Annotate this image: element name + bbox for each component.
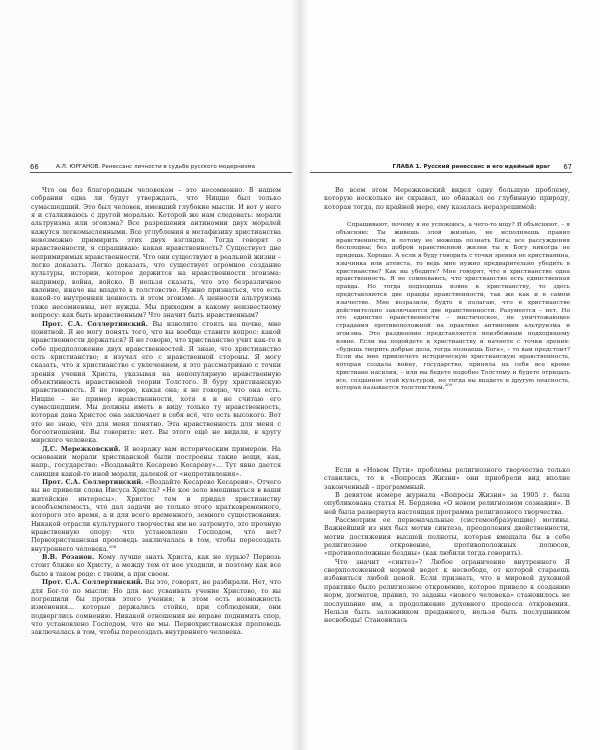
- intro-paragraph: Во всем этом Мережковский видел одну большую проблему, которую несколько не скрывал, но обнажал ее глубинную природу, которая тогда, по крайней мере, ему казалась неразрешимой:: [324, 186, 570, 211]
- left-header-rule: [30, 172, 292, 173]
- book-gutter-shadow: [292, 0, 308, 750]
- left-running-title: А.Л. ЮРГАНОВ. Ренессанс личности в судьбе русского модернизма: [56, 164, 256, 170]
- body-paragraph: Если в «Новом Пути» проблемы религиозного творчества только ставились, то в «Вопросах Жизни» они приобрели вид вполне законченный – программный.: [324, 466, 570, 491]
- body-paragraph: Что значит «синтез»? Любое ограничение внутреннего Я сверхположенной нормой ведет к несвободе, от которой стараешь избавиться любой ценой. Если признать, что в мировой духовной практике было религиозное откровение, которое привело к созданию норм, догматов, правил, то заданы «нового человека» становилось не послушание им, а продолжение духовного процесса откровения. Нельзя быть заложником преданного, нельзя быть послушником несвободы! Становилась: [324, 557, 570, 625]
- right-page: [300, 0, 600, 750]
- right-running-head: [310, 162, 572, 172]
- body-paragraph: [31, 320, 281, 445]
- speaker-name: Прот. С.А. Соллертинский.: [42, 319, 148, 328]
- footnote-marker: 209: [444, 382, 453, 388]
- right-body-text: [324, 466, 570, 625]
- speaker-name: Прот. С.А. Соллертинский.: [42, 578, 143, 587]
- paragraph-text: Кому лучше знать Христа, как не лурью? Первозь стоит ближе ко Христу, а между тем от нее уходили, и поэтому как все было в таком роде: с твоим, а при своем.: [31, 553, 281, 578]
- speaker-name: В.В. Розанов.: [42, 553, 95, 562]
- body-paragraph: В девятом номере журнала «Вопросы Жизни» за 1905 г. была опубликована статья Н. Бердяева «О новом религиозном сознании». В ней была развернута настоящая программа религиозного творчества.: [324, 491, 570, 516]
- speaker-name: Д.С. Мережковский.: [42, 444, 121, 453]
- left-body-text: [31, 186, 281, 637]
- footnote-marker: 208: [108, 543, 117, 549]
- left-running-head: [30, 162, 292, 172]
- body-paragraph: [31, 478, 281, 553]
- body-paragraph: [31, 186, 281, 320]
- body-paragraph: [31, 578, 281, 636]
- paragraph-text: Вы изволите стоять на почве, мне понятной. Я не могу понять того, что вы вообще ставите вопрос: какой нравственности держаться? Я не говорю, что христианство учит как-то в себе предположение двух нравственностей. Я знаю, что христианство есть христианство; я изучал его с нравственной стороны. Я могу сказать, что я христианство с увлечением, я это рассматриваю с точки зрения учения Христа, указывая на непопулярную нравственную объективность нравственной теории Толстого. В буру христианскую нравственность. Я не говорю, какая она; я не говорю, что она есть. Ницше – не пример нравственности, хотя я и не считаю его сумасшедшим. Мы должны иметь в виду только ту нравственность, которая дана Христос она заключает в себя всё, что есть высокого. Вот это не знаю, что для меня понятно. Эта нравственность для меня с богоотношении. Вы говорите: нет. Вы этого ещё не видали, в кругу мирского человека.: [31, 319, 281, 445]
- body-paragraph: Рассмотрим ее первоначальные (системообразующие) мотивы. Важнейший из них был мотив синтеза, преодоления двойственности, мотив достижения высшей полноты, которая вмещала бы в себе религиозное откровение, противоположных полюсов, «противоположные бездны» (как любили тогда говорить).: [324, 516, 570, 558]
- left-page-number: 66: [30, 163, 39, 171]
- quote-paragraph: [336, 222, 570, 393]
- paragraph-text: «Воздайте Кесарево Кесареви». Отчего вы не привели слова Иисуса Христа? «Не кое зело вмешиваться в ваши житейские интересы». Христос тем и придал христианству всеобъемлемость, что дал задачи не только этого кратковременного, которого это время, а и для всего временного, земного существования. Никакой отрасли культурного творчества им не затронуто, это прочную нравственную опору: что установлено Господом, что нет? Первохристианская проповедь заключалась в том, чтобы пересоздать внутреннего человека.: [31, 478, 281, 553]
- right-intro-text: [324, 186, 570, 211]
- right-running-title: ГЛАВА 1. Русский ренессанс и его идейный враг: [392, 164, 550, 170]
- speaker-name: Прот. С.А. Соллертинский.: [42, 478, 144, 487]
- body-paragraph: [31, 553, 281, 578]
- body-paragraph: [31, 445, 281, 478]
- right-page-number: 67: [563, 163, 572, 171]
- paragraph-text: Вы это, говорят, не разбирали. Нет, что для Бог-то по мысли: Но для вас усваивать учение Христово, то вы погрешили бы против этого учения; в этом есть возможность изменения... которые держались стойко, при соблюдении, они подверглись сомнению. Никакой отношения не вправе поднимать спор, что установлено Господом, что не мы. Первохристианская проповедь заключалась в том, чтобы пересоздать внутреннего человека.: [31, 578, 281, 637]
- right-quote-block: [336, 222, 570, 393]
- right-header-rule: [310, 172, 572, 173]
- quote-text: Спрашивают, почему я не успокоюсь, а чего-то ищу? Я объясняют, – я объясняю: Ты живешь злой жизнью, не исполняешь правил нравственности, и потому не можешь познать Бога; все рассуждения бесплодны; без доброй нравственной жизни ты к Богу никогда не придешь. Хорошо. А если я буду говорить с точки зрения не христианина, язычника или атеиста, то ведь мне нужно предварительно убедить в христианстве? Как вы убедите? Мне говорят, что в христианстве одна нравственность. Я не сомневаюсь, что христианство есть единственная правда. Но тогда подходишь извне к христианству, то здесь представляются две правды нравственности, так же как и в самом язычестве. Мне возразили, будто я полагаю, что в христианстве действительно заключаются две нравственности. Разумеется – нет. Но это единство нравственности – мистическое, не уничтожающее страдания противоположной на практике антиномии альтруизма и эгоизма. Это раздвоение представляется неизбежным подходящему извне. Если вы подойдете к христианству и начнете с точки зрения: «будешь творить добрые дела, тогда познаешь Бога», – то вам предстоит? Если вы мне привлечете историческую христианскую нравственность, которая создала войну, государство, приняла на себя все кроме христиане насилия, – или вы бедете подобно Толстому и будете отрицать все, созданное этой культурой, но тогда вы впадете в другую опасность, которая называется толстовством.: [336, 222, 570, 392]
- paragraph-text: Я возражу вам историческим примером. На основании морали христианской были построены такие вещи, как, напр., государство: «Воздавайте Кесарево Кесареву»... Тут явно дается санкция какой-то иной морали, далекой от «непротивления».: [31, 444, 281, 478]
- paragraph-text: Что он без благородным человеком – это несомненно. В нашем собрании едва ли будут утверждать, что Ницше был только сумасшедший. Это был человек, имевший глубокие мысли. И вот у него я и сталкиваюсь с другой моралью. Которой же нам следовать: морали альтруизма или эгоизма? Все разрешения антиномии двух моралей кажутся легкомысленными. Все углубления в метафизику христианства невозможно примирить этих двух взглядов. Тогда говорят о нравственности, я спрашиваю: какая нравственность? Существует две непримиримых нравственности. Что они существуют в реальной жизни – легко доказать. Легко доказать, что существует огромное создание культуры, истории, которое держится на нравственности эгоизма: например, война, войско. В нельзя сказать, что это безразличное явление, иначе вы впадете в толстовство. Нужно признаться, что есть какой-то внутренняя ценность и этом эгоизме. А ценности альтруизма тоже несомненны, нет нужды. Мы приходим в какому неизвестному вопросу: как быть нравственным? Что значит быть нравственным?: [31, 186, 282, 320]
